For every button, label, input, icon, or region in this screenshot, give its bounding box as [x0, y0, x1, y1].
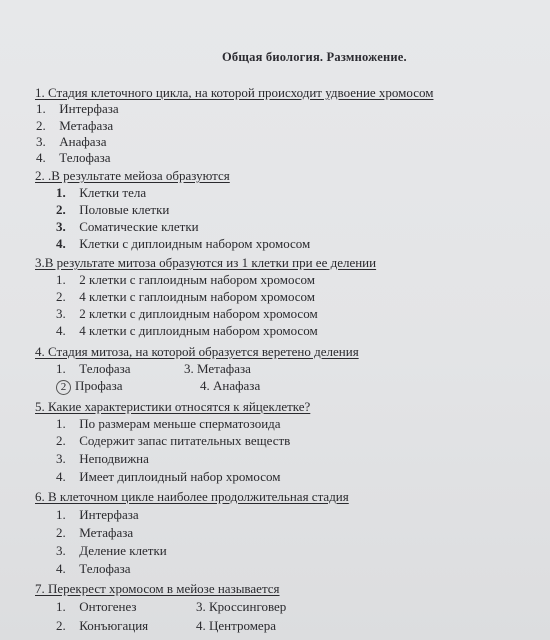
q5-option-3: 3. Неподвижна	[56, 451, 149, 466]
question-6: 6. В клеточном цикле наиболее продолжительная стадия	[35, 489, 349, 504]
q4-option-1: 1. Телофаза	[56, 361, 131, 376]
q7-option-1: 1. Онтогенез	[56, 599, 137, 614]
q3-option-4: 4. 4 клетки с диплоидным набором хромосом	[56, 323, 318, 338]
q6-option-2: 2. Метафаза	[56, 525, 134, 540]
q4-option-2: 2 Профаза	[56, 378, 123, 395]
q2-option-1: 1. Клетки тела	[56, 185, 147, 200]
question-3: 3.В результате митоза образуются из 1 клетки при ее делении	[35, 255, 377, 270]
page-title: Общая биология. Размножение.	[222, 50, 407, 64]
q1-option-1: 1. Интерфаза	[36, 101, 119, 116]
q7-option-3: 3. Кроссинговер	[196, 599, 287, 614]
q3-option-1: 1. 2 клетки с гаплоидным набором хромосом	[56, 272, 316, 287]
q1-option-2: 2. Метафаза	[36, 118, 114, 133]
question-4: 4. Стадия митоза, на которой образуется веретено деления	[35, 344, 359, 359]
circled-answer-mark: 2	[56, 380, 71, 395]
q1-option-3: 3. Анафаза	[36, 134, 107, 149]
q4-option-4: 4. Анафаза	[200, 378, 261, 393]
q6-option-4: 4. Телофаза	[56, 561, 131, 576]
question-5: 5. Какие характеристики относятся к яйцеклетке?	[35, 399, 311, 414]
question-1: 1. Стадия клеточного цикла, на которой происходит удвоение хромосом	[35, 85, 434, 100]
q2-option-2: 2. Половые клетки	[56, 202, 170, 217]
q1-option-4: 4. Телофаза	[36, 150, 111, 165]
q2-option-3: 3. Соматические клетки	[56, 219, 199, 234]
question-2: 2. .В результате мейоза образуются	[35, 168, 230, 183]
q3-option-2: 2. 4 клетки с гаплоидным набором хромосом	[56, 289, 316, 304]
q5-option-2: 2. Содержит запас питательных веществ	[56, 433, 291, 448]
q6-option-3: 3. Деление клетки	[56, 543, 167, 558]
q5-option-4: 4. Имеет диплоидный набор хромосом	[56, 469, 281, 484]
q7-option-2: 2. Конъюгация	[56, 618, 149, 633]
q7-option-4: 4. Центромера	[196, 618, 276, 633]
q4-option-3: 3. Метафаза	[184, 361, 251, 376]
q2-option-4: 4. Клетки с диплоидным набором хромосом	[56, 236, 311, 251]
q6-option-1: 1. Интерфаза	[56, 507, 139, 522]
question-7: 7. Перекрест хромосом в мейозе называется	[35, 581, 280, 596]
q5-option-1: 1. По размерам меньше сперматозоида	[56, 416, 281, 431]
q3-option-3: 3. 2 клетки с диплоидным набором хромосом	[56, 306, 318, 321]
